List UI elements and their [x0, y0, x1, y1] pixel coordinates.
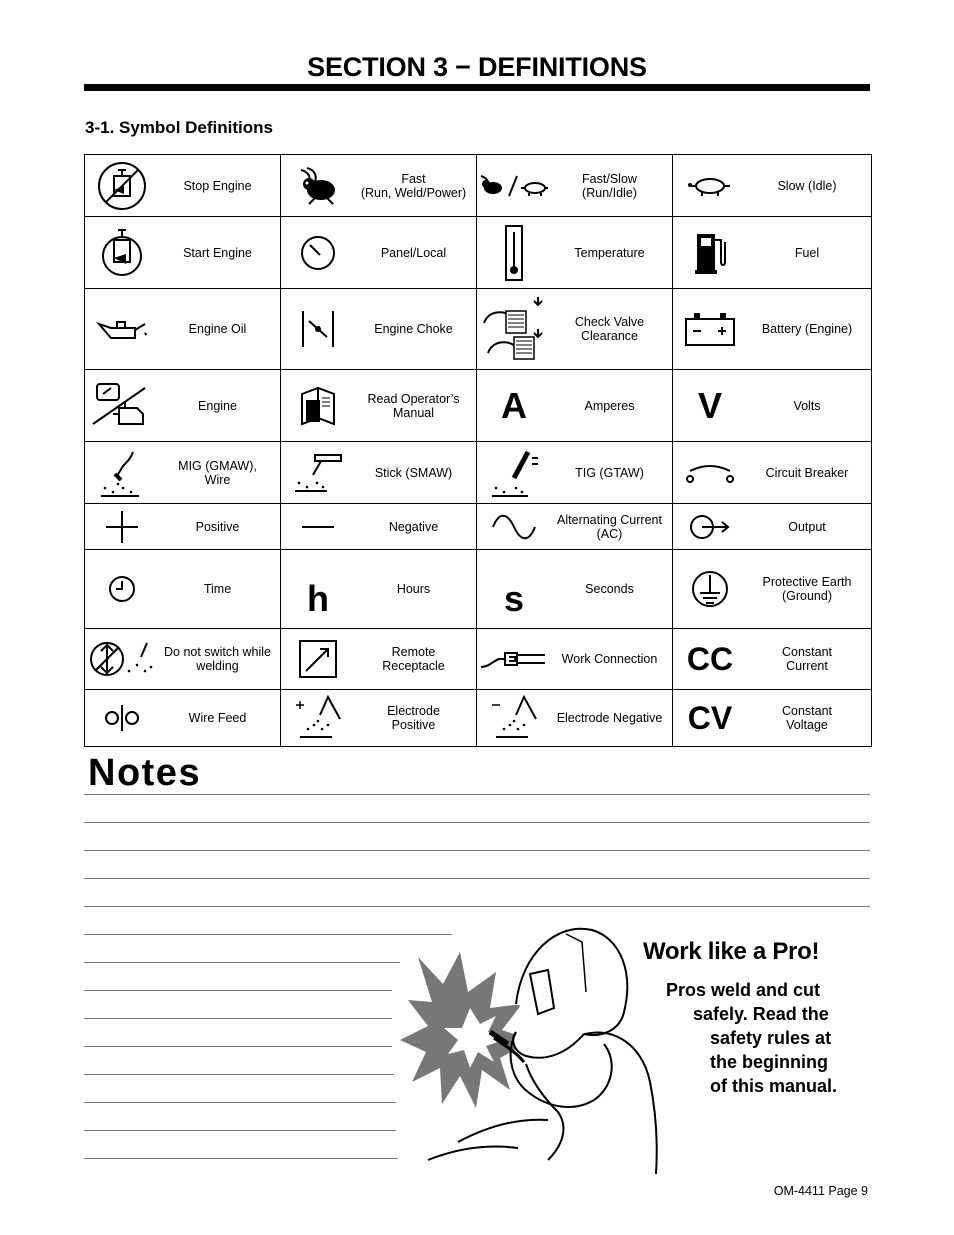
symbol-definitions-table [84, 154, 872, 747]
symbol-cell [477, 155, 673, 217]
symbol-label: MIG (GMAW), Wire [178, 458, 257, 487]
symbol-glyph: V [697, 384, 722, 426]
symbol-label: Negative [388, 519, 439, 534]
symbol-label: Stop Engine [183, 178, 252, 193]
tig-torch-icon [477, 448, 551, 498]
symbol-cell [281, 442, 477, 504]
symbol-label: Wire Feed [188, 711, 247, 725]
symbol-cell [673, 442, 872, 504]
symbol-label: Electrode Negative [556, 711, 663, 725]
symbol-cell [281, 550, 477, 629]
symbol-label: Read Operator’s Manual [367, 391, 460, 420]
promo-line: Pros weld and cut [666, 980, 821, 1000]
symbol-label: Amperes [584, 398, 635, 413]
symbol-cell [477, 217, 673, 289]
symbol-label: Positive [195, 519, 240, 534]
symbol-label: Seconds [585, 582, 634, 596]
note-line [84, 1158, 398, 1159]
symbol-cell [85, 217, 281, 289]
symbol-cell [673, 504, 872, 550]
panel-local-icon [281, 233, 355, 273]
rabbit-turtle-icon [477, 172, 551, 200]
symbol-cell [477, 289, 673, 370]
symbol-glyph: CC [686, 641, 734, 677]
symbol-cell [673, 370, 872, 442]
symbol-cell [281, 370, 477, 442]
promo-line: safety rules at [710, 1028, 832, 1048]
ground-icon [673, 569, 747, 609]
symbol-glyph: A [501, 384, 527, 426]
symbol-cell [281, 217, 477, 289]
symbol-label: Battery (Engine) [761, 322, 853, 336]
no-switch-icon [85, 639, 159, 679]
notes-heading: Notes [88, 752, 202, 794]
symbol-label: Time [203, 582, 232, 596]
symbol-label: Panel/Local [380, 245, 447, 260]
symbol-label: Alternating Current (AC) [557, 512, 662, 541]
symbol-glyph: CV [687, 700, 733, 736]
valve-clearance-icon [477, 293, 551, 365]
cv-letter-icon [673, 702, 747, 734]
note-line [84, 1102, 396, 1103]
manual-book-icon [281, 384, 355, 428]
promo-line: of this manual. [710, 1076, 838, 1096]
note-line [84, 990, 392, 991]
symbol-cell [477, 504, 673, 550]
note-line [84, 850, 870, 851]
symbol-cell [281, 629, 477, 690]
symbol-cell [85, 629, 281, 690]
promo-line: safely. Read the [693, 1004, 829, 1024]
mig-gun-icon [85, 448, 159, 498]
stick-electrode-icon [281, 453, 355, 493]
symbol-row [85, 217, 872, 289]
amperes-letter-icon [477, 384, 551, 426]
symbol-label: Fuel [794, 245, 820, 260]
hours-letter-icon [281, 571, 355, 619]
symbol-cell [673, 629, 872, 690]
symbol-label: Temperature [574, 245, 645, 260]
symbol-row [85, 550, 872, 629]
symbol-cell [281, 155, 477, 217]
symbol-cell [85, 550, 281, 629]
symbol-cell [85, 690, 281, 747]
electrode-negative-icon [477, 695, 551, 741]
start-engine-icon [85, 226, 159, 280]
symbol-label: Stick (SMAW) [374, 465, 453, 480]
symbol-row [85, 370, 872, 442]
page-number: OM-4411 Page 9 [773, 1184, 868, 1198]
note-line [84, 934, 452, 935]
plus-icon [85, 509, 159, 545]
battery-icon [673, 311, 747, 347]
note-line [84, 1046, 392, 1047]
electrode-positive-icon [281, 695, 355, 741]
note-line [84, 1130, 396, 1131]
symbol-glyph: s [503, 578, 525, 619]
symbol-cell [477, 690, 673, 747]
sine-wave-icon [477, 512, 551, 542]
engine-icon [85, 380, 159, 432]
symbol-row [85, 504, 872, 550]
symbol-label: TIG (GTAW) [575, 465, 644, 480]
symbol-cell [281, 504, 477, 550]
choke-icon [281, 309, 355, 349]
title-rule [84, 84, 870, 91]
symbol-row [85, 442, 872, 504]
note-line [84, 878, 870, 879]
oil-can-icon [85, 318, 159, 340]
symbol-cell [85, 155, 281, 217]
symbol-row [85, 690, 872, 747]
output-icon [673, 512, 747, 542]
symbol-cell [477, 442, 673, 504]
symbol-cell [85, 504, 281, 550]
symbol-label: Do not switch while welding [164, 645, 271, 673]
symbol-row [85, 155, 872, 217]
stop-engine-icon [85, 160, 159, 212]
note-line [84, 906, 870, 907]
symbol-label: Work Connection [561, 652, 658, 666]
symbol-cell [673, 289, 872, 370]
symbol-label: Protective Earth (Ground) [762, 575, 852, 603]
fuel-pump-icon [673, 230, 747, 276]
thermometer-icon [477, 224, 551, 282]
minus-icon [281, 522, 355, 532]
symbol-cell [85, 289, 281, 370]
symbol-label: Constant Current [781, 645, 833, 673]
symbol-label: Output [788, 519, 826, 534]
symbol-glyph: h [307, 578, 329, 619]
symbol-label: Slow (Idle) [777, 178, 837, 193]
symbol-label: Engine Choke [374, 322, 453, 336]
clock-icon [85, 574, 159, 604]
remote-receptacle-icon [281, 639, 355, 679]
note-line [84, 1018, 392, 1019]
circuit-breaker-icon [673, 461, 747, 485]
symbol-label: Fast (Run, Weld/Power) [360, 171, 467, 200]
symbol-label: Circuit Breaker [765, 465, 849, 480]
symbol-cell [673, 550, 872, 629]
symbol-label: Hours [396, 582, 431, 596]
symbol-label: Electrode Positive [387, 704, 440, 732]
promo-title: Work like a Pro! [643, 938, 820, 965]
promo-line: the beginning [710, 1052, 828, 1072]
note-line [84, 962, 400, 963]
symbol-cell [673, 217, 872, 289]
rabbit-icon [281, 166, 355, 206]
seconds-letter-icon [477, 571, 551, 619]
symbol-cell [673, 690, 872, 747]
note-line [84, 822, 870, 823]
symbol-cell [477, 629, 673, 690]
symbol-cell [85, 370, 281, 442]
symbol-cell [477, 370, 673, 442]
turtle-icon [673, 174, 747, 198]
symbol-row [85, 629, 872, 690]
symbol-label: Remote Receptacle [382, 645, 445, 673]
symbol-cell [85, 442, 281, 504]
symbol-label: Fast/Slow (Run/Idle) [582, 171, 637, 200]
symbol-cell [281, 289, 477, 370]
work-clamp-icon [477, 647, 551, 671]
section-title: SECTION 3 − DEFINITIONS [307, 52, 647, 82]
note-line [84, 1074, 394, 1075]
volts-letter-icon [673, 384, 747, 426]
wire-feed-icon [85, 703, 159, 733]
symbol-label: Engine [198, 398, 237, 413]
symbol-label: Constant Voltage [781, 704, 833, 732]
symbol-cell [281, 690, 477, 747]
symbol-label: Engine Oil [188, 322, 247, 336]
symbol-label: Volts [793, 398, 821, 413]
subsection-title: 3-1. Symbol Definitions [85, 118, 273, 137]
symbol-label: Check Valve Clearance [574, 315, 645, 343]
symbol-cell [673, 155, 872, 217]
note-line [84, 794, 870, 795]
symbol-cell [477, 550, 673, 629]
symbol-row [85, 289, 872, 370]
cc-letter-icon [673, 643, 747, 675]
symbol-label: Start Engine [183, 245, 252, 260]
